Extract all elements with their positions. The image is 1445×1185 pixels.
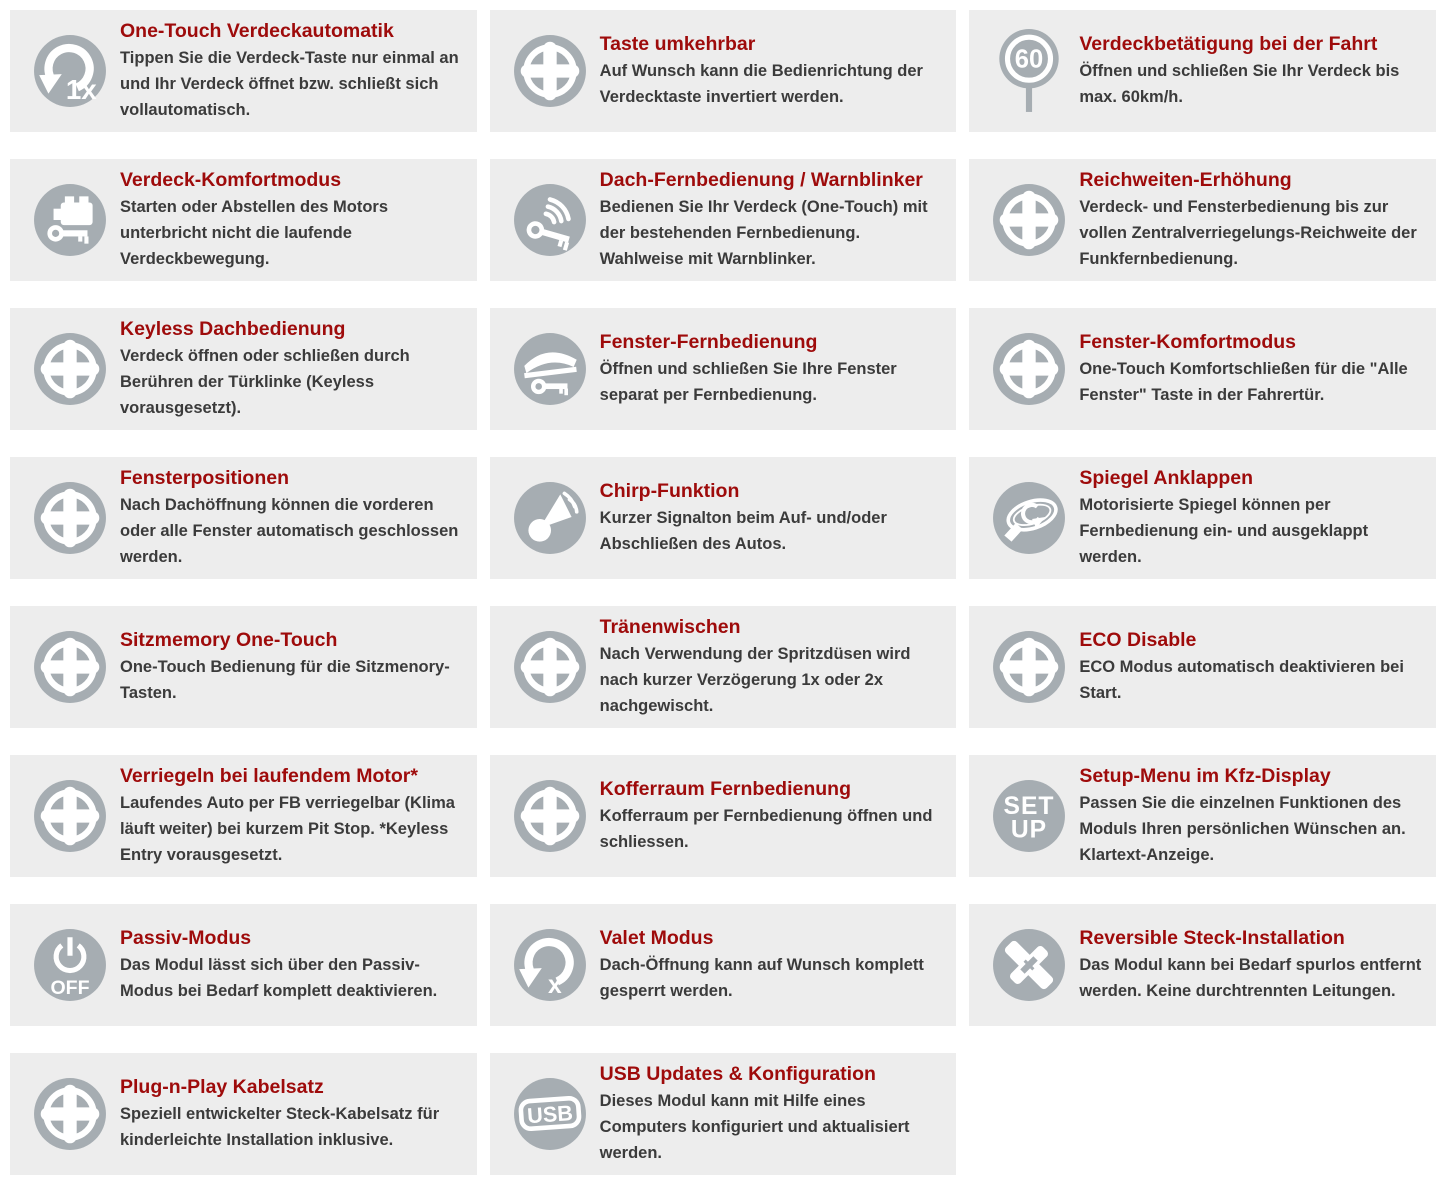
- feature-text: [120, 628, 467, 707]
- svg-text:OFF: OFF: [50, 976, 90, 999]
- chirp-horn-icon: [500, 481, 600, 555]
- feature-text: [600, 479, 947, 558]
- feature-description: Starten oder Abstellen des Motors unterbricht nicht die laufende Verdeckbewegung.: [120, 198, 389, 268]
- feature-text: [1079, 926, 1426, 1005]
- feature-card: [490, 904, 957, 1026]
- feature-title: Taste umkehrbar: [599, 32, 756, 55]
- feature-title: Spiegel Anklappen: [1079, 466, 1254, 489]
- plus-circle-icon: [20, 1077, 120, 1151]
- feature-card: [490, 457, 957, 579]
- plus-circle-icon: [979, 183, 1079, 257]
- feature-text: [1079, 330, 1426, 409]
- feature-title: Reversible Steck-Installation: [1079, 926, 1345, 949]
- feature-description: Kofferraum per Fernbedienung öffnen und schliessen.: [599, 806, 933, 851]
- feature-description: Kurzer Signalton beim Auf- und/oder Abschließen des Autos.: [599, 508, 887, 553]
- feature-title: Verriegeln bei laufendem Motor*: [120, 764, 418, 787]
- one-touch-1x-icon: [20, 34, 120, 108]
- feature-title: Reichweiten-Erhöhung: [1079, 168, 1292, 191]
- feature-title: Dach-Fernbedienung / Warnblinker: [599, 168, 923, 191]
- svg-text:SET: SET: [1003, 792, 1055, 820]
- feature-text: [120, 466, 467, 571]
- feature-title: Kofferraum Fernbedienung: [599, 777, 852, 800]
- feature-title: Verdeckbetätigung bei der Fahrt: [1079, 32, 1378, 55]
- setup-menu-icon: [979, 779, 1079, 853]
- feature-description: Bedienen Sie Ihr Verdeck (One-Touch) mit der bestehenden Fernbedienung. Wahlweise mit Warnblinker.: [599, 198, 928, 268]
- feature-title: ECO Disable: [1079, 628, 1197, 651]
- plus-circle-icon: [500, 779, 600, 853]
- svg-text:USB: USB: [526, 1100, 574, 1129]
- feature-card: [490, 10, 957, 132]
- feature-card: [10, 1053, 477, 1175]
- plus-circle-icon: [20, 630, 120, 704]
- plus-circle-icon: [500, 630, 600, 704]
- feature-text: [600, 32, 947, 111]
- feature-description: Speziell entwickelter Steck-Kabelsatz für kinderleichte Installation inklusive.: [120, 1104, 440, 1149]
- feature-title: Valet Modus: [599, 926, 714, 949]
- feature-card: [490, 159, 957, 281]
- feature-description: Motorisierte Spiegel können per Fernbedienung ein- und ausgeklappt werden.: [1079, 496, 1369, 566]
- feature-card: [969, 606, 1436, 728]
- feature-description: One-Touch Bedienung für die Sitzmenory-Tasten.: [120, 657, 450, 702]
- feature-title: Sitzmemory One-Touch: [120, 628, 338, 651]
- feature-text: [1079, 764, 1426, 869]
- feature-text: [120, 317, 467, 422]
- feature-description: Das Modul kann bei Bedarf spurlos entfernt werden. Keine durchtrennten Leitungen.: [1079, 955, 1422, 1000]
- feature-text: [1079, 628, 1426, 707]
- feature-description: One-Touch Komfortschließen für die "Alle Fenster" Taste in der Fahrertür.: [1079, 359, 1408, 404]
- feature-description: Dieses Modul kann mit Hilfe eines Computers konfiguriert und aktualisiert werden.: [599, 1092, 910, 1162]
- usb-icon: [500, 1077, 600, 1151]
- svg-text:1x: 1x: [65, 73, 97, 105]
- feature-text: [120, 1075, 467, 1154]
- plus-circle-icon: [500, 34, 600, 108]
- feature-card: [490, 1053, 957, 1175]
- svg-text:UP: UP: [1011, 816, 1048, 844]
- convertible-key-icon: [500, 332, 600, 406]
- feature-card: [490, 606, 957, 728]
- speed-limit-60-icon: [979, 28, 1079, 114]
- feature-text: [1079, 168, 1426, 273]
- feature-card: [10, 755, 477, 877]
- feature-text: [600, 926, 947, 1005]
- feature-description: Tippen Sie die Verdeck-Taste nur einmal an und Ihr Verdeck öffnet bzw. schließt sich vollautomatisch.: [120, 49, 459, 119]
- feature-card: [10, 457, 477, 579]
- feature-title: Setup-Menu im Kfz-Display: [1079, 764, 1331, 787]
- feature-text: [600, 168, 947, 273]
- feature-description: Nach Dachöffnung können die vorderen oder alle Fenster automatisch geschlossen werden.: [120, 496, 459, 566]
- feature-title: One-Touch Verdeckautomatik: [120, 19, 394, 42]
- feature-title: Passiv-Modus: [120, 926, 252, 949]
- feature-text: [120, 19, 467, 124]
- remote-key-waves-icon: [500, 183, 600, 257]
- feature-text: [1079, 32, 1426, 111]
- feature-title: Verdeck-Komfortmodus: [120, 168, 342, 191]
- feature-card: [10, 904, 477, 1026]
- plus-circle-icon: [20, 779, 120, 853]
- feature-text: [600, 1062, 947, 1167]
- feature-description: Das Modul lässt sich über den Passiv-Modus bei Bedarf komplett deaktivieren.: [120, 955, 438, 1000]
- feature-description: Passen Sie die einzelnen Funktionen des Moduls Ihren persönlichen Wünschen an. Klartext-Anzeige.: [1079, 794, 1406, 864]
- feature-text: [1079, 466, 1426, 571]
- svg-text:60: 60: [1015, 45, 1044, 74]
- power-off-icon: [20, 928, 120, 1002]
- feature-text: [120, 926, 467, 1005]
- feature-card: [10, 606, 477, 728]
- feature-title: Fensterpositionen: [120, 466, 290, 489]
- feature-description: Verdeck öffnen oder schließen durch Berühren der Türklinke (Keyless vorausgesetzt).: [120, 347, 410, 417]
- feature-description: Laufendes Auto per FB verriegelbar (Klima läuft weiter) bei kurzem Pit Stop. *Keyless Entry vorausgesetzt.: [120, 794, 455, 864]
- engine-key-icon: [20, 183, 120, 257]
- plus-circle-icon: [979, 630, 1079, 704]
- feature-card: [969, 755, 1436, 877]
- folding-mirror-icon: [979, 481, 1079, 555]
- plus-circle-icon: [20, 481, 120, 555]
- feature-description: Öffnen und schließen Sie Ihr Verdeck bis max. 60km/h.: [1079, 61, 1400, 106]
- feature-title: Fenster-Fernbedienung: [599, 330, 818, 353]
- feature-card: [969, 308, 1436, 430]
- feature-title: Fenster-Komfortmodus: [1079, 330, 1296, 353]
- feature-text: [120, 168, 467, 273]
- valet-block-icon: [500, 928, 600, 1002]
- feature-card: [10, 10, 477, 132]
- feature-description: Verdeck- und Fensterbedienung bis zur vollen Zentralverriegelungs-Reichweite der Funkfernbedienung.: [1079, 198, 1417, 268]
- feature-title: Chirp-Funktion: [599, 479, 740, 502]
- feature-description: Auf Wunsch kann die Bedienrichtung der Verdecktaste invertiert werden.: [599, 61, 923, 106]
- feature-card: [490, 308, 957, 430]
- feature-text: [600, 777, 947, 856]
- feature-description: Öffnen und schließen Sie Ihre Fenster separat per Fernbedienung.: [599, 359, 897, 404]
- svg-text:x: x: [547, 971, 562, 999]
- plus-circle-icon: [979, 332, 1079, 406]
- feature-card: [969, 457, 1436, 579]
- plus-circle-icon: [20, 332, 120, 406]
- feature-title: USB Updates & Konfiguration: [599, 1062, 876, 1085]
- feature-title: Plug-n-Play Kabelsatz: [120, 1075, 324, 1098]
- feature-title: Keyless Dachbedienung: [120, 317, 346, 340]
- feature-card: [969, 159, 1436, 281]
- feature-card: [10, 308, 477, 430]
- feature-text: [120, 764, 467, 869]
- feature-card: [10, 159, 477, 281]
- feature-card: [969, 10, 1436, 132]
- feature-card: [969, 904, 1436, 1026]
- feature-description: Nach Verwendung der Spritzdüsen wird nach kurzer Verzögerung 1x oder 2x nachgewischt.: [599, 645, 911, 715]
- reversible-connector-icon: [979, 928, 1079, 1002]
- feature-description: Dach-Öffnung kann auf Wunsch komplett gesperrt werden.: [599, 955, 924, 1000]
- feature-title: Tränenwischen: [599, 615, 741, 638]
- feature-description: ECO Modus automatisch deaktivieren bei Start.: [1079, 657, 1404, 702]
- feature-text: [600, 330, 947, 409]
- feature-text: [600, 615, 947, 720]
- feature-card: [490, 755, 957, 877]
